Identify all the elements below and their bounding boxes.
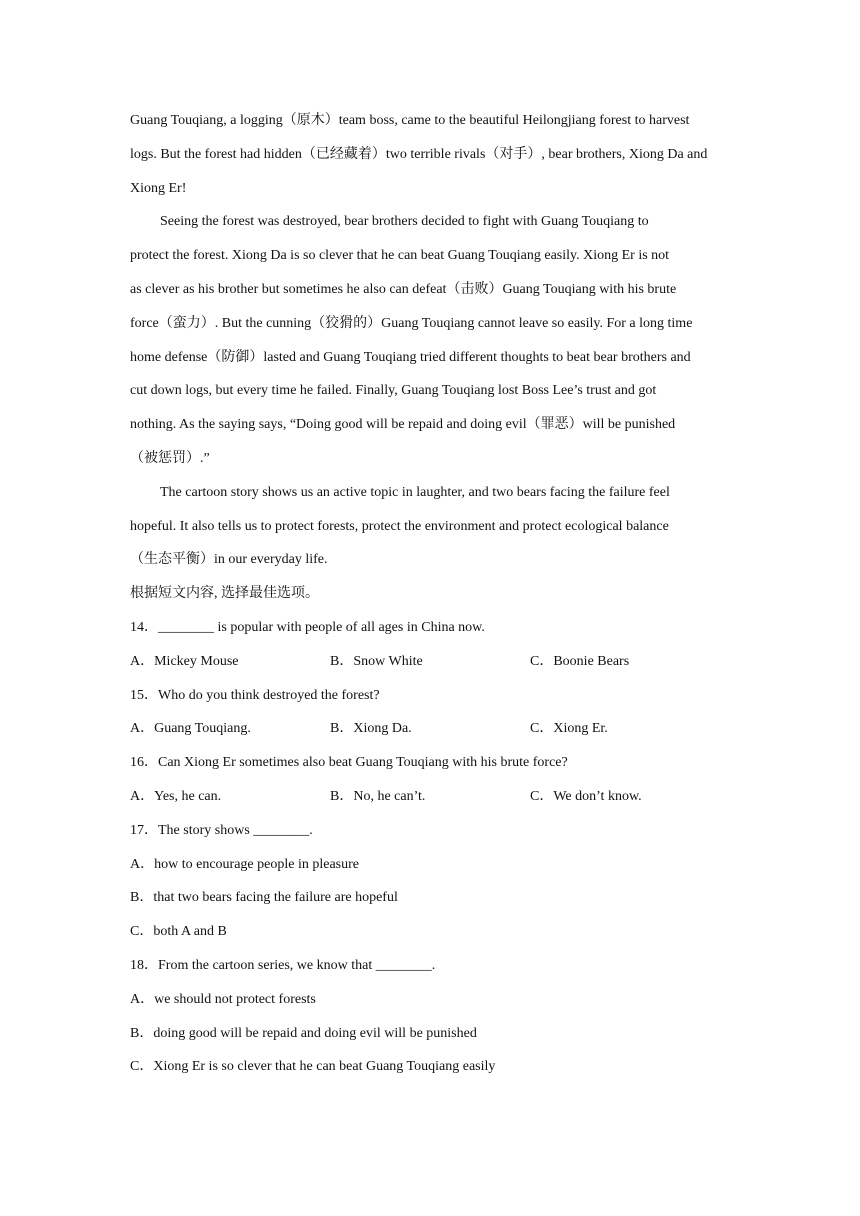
passage-line: force（蛮力）. But the cunning（狡猾的）Guang Touqiang cannot leave so easily. For a long time [130, 315, 693, 331]
instruction-text: 根据短文内容, 选择最佳选项。 [130, 586, 319, 602]
passage-line: logs. But the forest had hidden（已经藏着）two terrible rivals（对手）, bear brothers, Xiong Da and [130, 146, 708, 162]
passage-line: protect the forest. Xiong Da is so clever that he can beat Guang Touqiang easily. Xiong Er is not [130, 248, 670, 264]
question-stem: 16．Can Xiong Er sometimes also beat Guang Touqiang with his brute force? [130, 755, 568, 771]
option-c[interactable]: C．Xiong Er. [530, 721, 608, 737]
option-c[interactable]: C．We don’t know. [530, 788, 642, 804]
question-16 [130, 746, 734, 814]
option-b[interactable]: B．doing good will be repaid and doing evil will be punished [130, 1025, 477, 1041]
option-b[interactable]: B．that two bears facing the failure are hopeful [130, 890, 398, 906]
question-18 [130, 949, 734, 1084]
question-stem: 17．The story shows ________. [130, 822, 313, 838]
passage-line: （生态平衡）in our everyday life. [130, 552, 328, 568]
option-b[interactable]: B．No, he can’t. [330, 788, 426, 804]
document-page [130, 104, 734, 1084]
passage-line: hopeful. It also tells us to protect forests, protect the environment and protect ecological balance [130, 518, 669, 534]
option-c[interactable]: C．Boonie Bears [530, 653, 630, 669]
passage-paragraph-2 [130, 205, 734, 475]
option-a[interactable]: A．Yes, he can. [130, 788, 222, 804]
passage-paragraph-3 [130, 476, 734, 577]
option-b[interactable]: B．Xiong Da. [330, 721, 412, 737]
option-a[interactable]: A．Mickey Mouse [130, 653, 239, 669]
option-a[interactable]: A．how to encourage people in pleasure [130, 856, 359, 872]
passage-line: The cartoon story shows us an active topic in laughter, and two bears facing the failure feel [160, 484, 670, 500]
passage-line: （被惩罚）.” [130, 450, 210, 466]
passage-line: Guang Touqiang, a logging（原木）team boss, came to the beautiful Heilongjiang forest to harvest [130, 113, 690, 128]
question-stem: 18．From the cartoon series, we know that ________. [130, 957, 436, 973]
passage-line: Seeing the forest was destroyed, bear brothers decided to fight with Guang Touqiang to [160, 214, 649, 230]
passage-paragraph-1 [130, 104, 734, 205]
question-stem: 15．Who do you think destroyed the forest? [130, 687, 380, 703]
question-15 [130, 679, 734, 747]
option-row [130, 712, 734, 746]
passage-line: home defense（防御）lasted and Guang Touqiang tried different thoughts to beat bear brothers and [130, 349, 691, 365]
question-14 [130, 611, 734, 679]
option-a[interactable]: A．Guang Touqiang. [130, 721, 251, 737]
passage-line: cut down logs, but every time he failed. Finally, Guang Touqiang lost Boss Lee’s trust and got [130, 383, 657, 399]
option-row [130, 645, 734, 679]
option-c[interactable]: C．Xiong Er is so clever that he can beat Guang Touqiang easily [130, 1059, 496, 1075]
question-stem: 14．________ is popular with people of all ages in China now. [130, 619, 485, 635]
option-a[interactable]: A．we should not protect forests [130, 991, 316, 1007]
passage-line: as clever as his brother but sometimes he also can defeat（击败）Guang Touqiang with his brute [130, 281, 677, 297]
passage-line: nothing. As the saying says, “Doing good will be repaid and doing evil（罪恶）will be punished [130, 417, 676, 433]
option-row [130, 780, 734, 814]
passage-line: Xiong Er! [130, 180, 187, 196]
question-17 [130, 814, 734, 949]
option-c[interactable]: C．both A and B [130, 924, 227, 940]
option-b[interactable]: B．Snow White [330, 653, 423, 669]
